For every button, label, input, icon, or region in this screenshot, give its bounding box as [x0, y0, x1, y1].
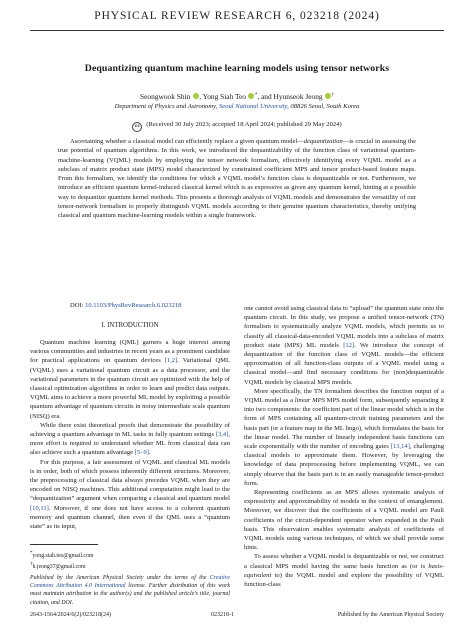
paragraph — [30, 338, 230, 421]
citation-link[interactable]: [3,4] — [215, 431, 229, 439]
footnote-rule — [30, 544, 98, 545]
dates-text: (Received 30 July 2023; accepted 18 April 2024; published 29 May 2024) — [146, 121, 342, 128]
paragraph-text: . — [148, 449, 151, 457]
footnote-email[interactable]: yong.siah.teo@gmail.com — [32, 553, 94, 559]
footer-publisher: Published by the American Physical Society — [337, 612, 444, 618]
citation-link[interactable]: [10,11] — [30, 504, 49, 512]
abstract — [58, 137, 416, 221]
author-list: Seongwook Shin , Yong Siah Teo *, and Hyunseok Jeong † — [140, 92, 334, 101]
paragraph-emphasis: linear MPS — [294, 397, 325, 405]
author-name: Yong Siah Teo — [202, 92, 246, 101]
footnote-marker: † — [331, 93, 334, 98]
section-heading: I. INTRODUCTION — [101, 322, 159, 329]
footnotes — [30, 550, 93, 571]
header-rule — [30, 30, 444, 31]
orcid-icon[interactable] — [193, 93, 199, 99]
paragraph — [244, 387, 444, 488]
paragraph — [244, 304, 444, 387]
affiliation-text: , 08826 Seoul, South Korea — [287, 103, 360, 110]
university-link[interactable]: Seoul National University — [218, 103, 288, 110]
author-name: and Hyunseok Jeong — [261, 92, 323, 101]
footer-issn: 2643-1564/2024/6(2)/023218(24) — [30, 612, 111, 618]
license-text: Published by the American Physical Society under the terms of the — [30, 575, 210, 581]
paragraph-text: While there exist theoretical proofs that demonstrate the possibility of achieving a quantum advantage in ML tasks in fully quantum settings — [30, 421, 230, 439]
right-column — [244, 304, 444, 589]
citation-link[interactable]: [5–9] — [134, 449, 149, 457]
footnote — [30, 550, 93, 561]
abstract-emphasis: dequantization — [303, 138, 343, 145]
paragraph-text: For this purpose, a fair assessment of VQML and classical ML models is in order, both of which possess inherently different structures. Moreover, the preprocessing of classical data always precedes VQML when they are encoded on NISQ machines. This additional computation might lead to the “dequantization” argument when comparing a classical and quantum model — [30, 458, 230, 503]
footnote-marker: * — [30, 551, 33, 556]
affiliation-text: Department of Physics and Astronomy, — [114, 103, 219, 110]
paragraph-text: . We introduce the concept of dequantization of the function class of VQML models—the efficient approximation of all function-class outputs of a VQML model using a classical model—and find necessary conditions for (non)dequantizable VQML models by classical MPS models. — [244, 341, 444, 386]
footer-page-number: 023218-1 — [211, 612, 234, 618]
footnote-marker: † — [30, 561, 33, 567]
paragraph-text: To assess whether a VQML model is dequantizable or not, we construct a classical MPS model having the same basis function as (or is — [244, 553, 444, 570]
doi-label: DOI: — [70, 302, 86, 309]
paragraph-text: one cannot avoid using classical data to “upload” the quantum state onto the quantum circuit. In this study, we propose a unified tensor-network (TN) formalism to systematically analyze VQML models, which permits us to classify all classical-data-encoded VQML models into a subclass of matrix product state (MPS) ML models — [244, 305, 444, 349]
abstract-text: Ascertaining whether a classical model can efficiently replace a given quantum model— — [70, 138, 304, 145]
citation-link[interactable]: [1,2] — [164, 357, 178, 365]
journal-header: PHYSICAL REVIEW RESEARCH 6, 023218 (2024) — [94, 10, 380, 22]
paragraph-text: , more effort is required to understand whether ML from classical data can also achieve such a quantum advantage — [30, 431, 230, 457]
paragraph — [30, 421, 230, 458]
paragraph-emphasis: basis-equivalent — [244, 562, 444, 579]
paragraph — [244, 488, 444, 552]
left-column — [30, 338, 230, 531]
affiliation — [30, 103, 444, 110]
doi-link[interactable]: 10.1103/PhysRevResearch.6.023218 — [85, 302, 182, 309]
footnote-email[interactable]: h.jeong37@gmail.com — [32, 563, 86, 570]
paper-title: Dequantizing quantum machine learning models using tensor networks — [84, 63, 390, 74]
citation-link[interactable]: [13,14] — [390, 443, 410, 451]
paragraph — [244, 552, 444, 589]
author-name: Seongwook Shin — [140, 92, 191, 101]
footnote-marker: * — [254, 93, 258, 98]
license-link[interactable]: Creative Commons Attribution 4.0 International — [30, 575, 230, 590]
paragraph-text: . Variational QML (VQML) uses a variational quantum circuit as a data processor, and the variational parameters in the quantum circuit are optimized with the help of classical optimization algorithms in order to learn and predict data outputs. VQML aims to achieve a more powerful ML model by exploiting a possible quantum advantage of quantum circuits in noisy intermediate scale quantum (NISQ) era. — [30, 357, 230, 420]
footnote — [30, 561, 93, 572]
paragraph-text: , challenging classical models to approximate them. However, by leveraging the knowledge of data preprocessing before implementing VQML, we can simply observe that the basis part is in an easily manageable tensor-product form. — [244, 443, 444, 487]
paragraph — [30, 458, 230, 532]
license-notice — [30, 574, 230, 607]
orcid-icon[interactable] — [248, 93, 254, 99]
paragraph-text: More specifically, the TN formalism describes the function output of a VQML model as a — [244, 387, 444, 405]
paragraph-text: MPS model form, subsequently separating it into two components: the coefficient part of the linear model which is in the form of MPS containing all quantum-circuit training parameters and the basis part (or a feature map in the ML lingo), which formulates the basis for the linear model. The number of linearly independent basis functions can scale exponentially with the number of encoding gates — [244, 397, 444, 451]
creative-commons-icon: cc — [132, 122, 142, 132]
paragraph-text: . Moreover, if one does not have access to a coherent quantum memory and quantum channel, then even if the QML uses a “quantum state” as its input, — [30, 504, 230, 531]
paragraph-text: Representing coefficients as an MPS allows systematic analysis of expressivity and approximability of models in the context of entanglement. Moreover, we discover that the coefficients of a VQML model are Pauli coefficients of the circuit-dependent operator when expanded in the Pauli basis. This observation enables systematic analysis of coefficients of VQML models using various techniques, of which we shall provide some hints. — [244, 489, 444, 552]
abstract-text: —is crucial in assessing the true potential of quantum algorithms. In this work, we introduced the dequantizability of the function class of variational quantum-machine-learning (VQML) models by employing the tensor network formalism, effectively identifying every VQML model as a subclass of matrix product state (MPS) model characterized by constrained coefficient MPS and tensor product-based feature maps. From this formalism, we identify the conditions for which a VQML model’s function class is dequantizable or not. Furthermore, we introduce an efficient quantum kernel-induced classical kernel which is as expressive as given any quantum kernel, hinting at a possible way to dequantize quantum kernel methods. This presents a thorough analysis of VQML models and demonstrates the versatility of our tensor-network formalism to properly distinguish VQML models according to their genuine quantum characteristics, thereby unifying classical and quantum machine-learning models within a single framework. — [58, 138, 416, 220]
paragraph-text: to) the VQML model and explore the possibility of VQML function-class — [244, 571, 444, 589]
doi-line — [70, 302, 181, 309]
citation-link[interactable]: [12] — [343, 341, 355, 349]
paragraph-text: Quantum machine learning (QML) garners a huge interest among various communities and industries in recent years as a prominent candidate for practical applications on quantum devices — [30, 339, 230, 365]
publication-dates — [30, 121, 444, 132]
license-text: license. Further distribution of this work must maintain attribution to the author(s) and the published article’s title, journal citation, and DOI. — [30, 583, 230, 606]
